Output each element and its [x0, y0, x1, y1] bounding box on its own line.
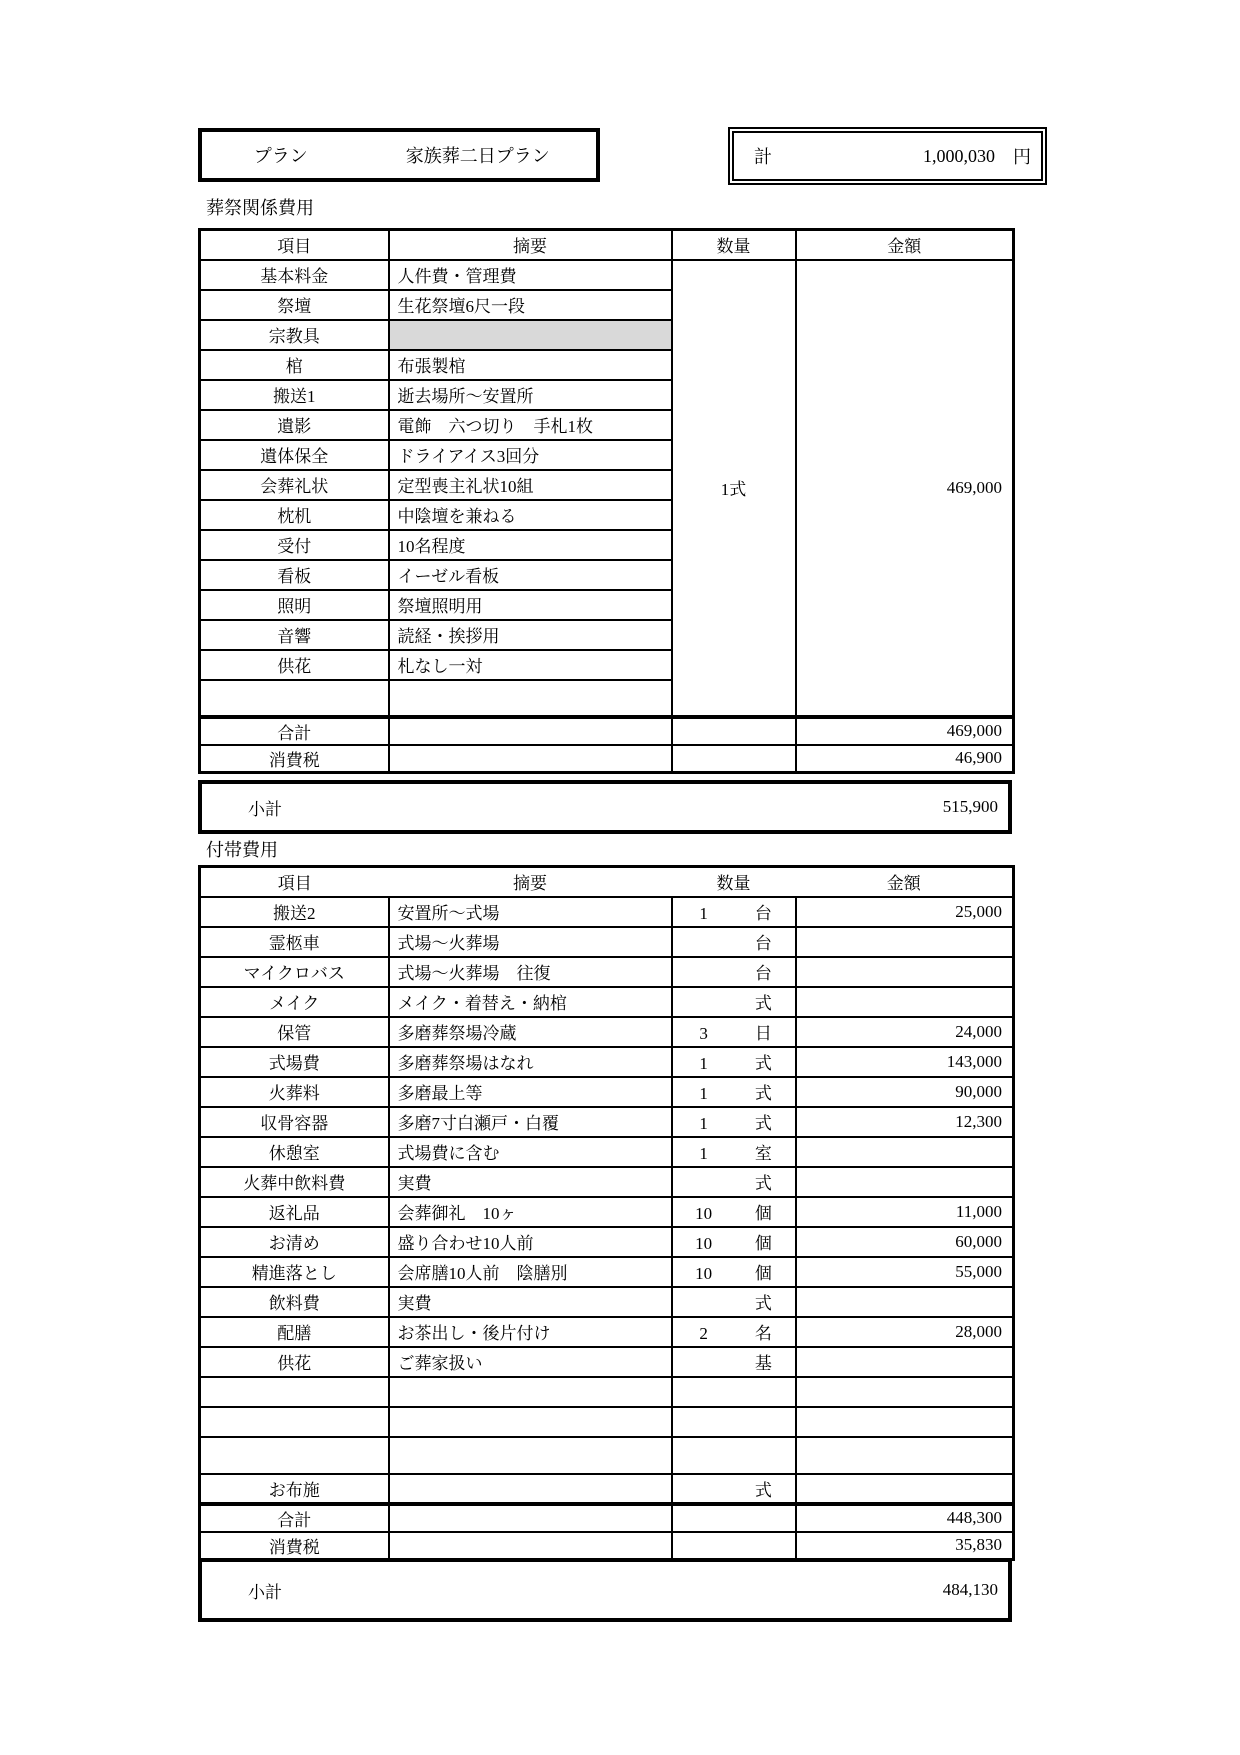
item-cell: 遺体保全 — [200, 440, 389, 470]
amount-cell: 143,000 — [796, 1047, 1014, 1077]
item-cell: 祭壇 — [200, 290, 389, 320]
item-cell: 遺影 — [200, 410, 389, 440]
desc-cell: 布張製棺 — [389, 350, 672, 380]
amount-cell — [796, 1287, 1014, 1317]
qty-cell — [672, 1347, 796, 1377]
desc-cell — [389, 1474, 672, 1504]
tax-label-cell: 消費税 — [200, 745, 389, 773]
qty-cell — [672, 1287, 796, 1317]
section2-subtotal-label: 小計 — [248, 1582, 282, 1602]
column-header: 項目 — [200, 230, 389, 260]
item-cell: 搬送2 — [200, 897, 389, 927]
table-row — [200, 1257, 1014, 1287]
qty-cell — [672, 1017, 796, 1047]
plan-box — [198, 128, 600, 182]
item-cell: 飲料費 — [200, 1287, 389, 1317]
desc-cell: 多磨最上等 — [389, 1077, 672, 1107]
desc-cell: お茶出し・後片付け — [389, 1317, 672, 1347]
desc-cell: 多磨葬祭場はなれ — [389, 1047, 672, 1077]
desc-cell: 式場費に含む — [389, 1137, 672, 1167]
item-cell: 火葬中飲料費 — [200, 1167, 389, 1197]
qty-unit: 基 — [754, 1354, 772, 1373]
desc-cell: 式場〜火葬場 — [389, 927, 672, 957]
qty-number: 1 — [699, 1114, 708, 1133]
section1-title: 葬祭関係費用 — [206, 198, 314, 218]
amount-cell: 60,000 — [796, 1227, 1014, 1257]
empty-cell — [672, 745, 796, 773]
grand-total-box — [728, 127, 1047, 185]
desc-cell: 電飾 六つ切り 手札1枚 — [389, 410, 672, 440]
table-row — [200, 1317, 1014, 1347]
item-cell: 返礼品 — [200, 1197, 389, 1227]
section1-subtotal-label: 小計 — [248, 799, 282, 819]
qty-unit: 室 — [754, 1144, 772, 1163]
amount-cell — [796, 957, 1014, 987]
item-cell: 基本料金 — [200, 260, 389, 290]
funeral-costs-table — [198, 228, 1015, 774]
qty-cell — [672, 987, 796, 1017]
item-cell — [200, 680, 389, 717]
plan-value: 家族葬二日プラン — [405, 146, 550, 166]
item-cell: 収骨容器 — [200, 1107, 389, 1137]
desc-cell: 会席膳10人前 陰膳別 — [389, 1257, 672, 1287]
amount-cell: 25,000 — [796, 897, 1014, 927]
table-row — [200, 1077, 1014, 1107]
qty-unit: 台 — [754, 964, 772, 983]
qty-unit: 日 — [754, 1024, 772, 1043]
qty-cell — [672, 1077, 796, 1107]
column-header: 数量 — [672, 230, 796, 260]
item-cell: 受付 — [200, 530, 389, 560]
grand-total-label: 計 — [754, 147, 772, 167]
column-header: 項目 — [200, 867, 389, 897]
tax-row — [200, 1532, 1014, 1560]
item-cell — [200, 1407, 389, 1437]
item-cell: 式場費 — [200, 1047, 389, 1077]
header-row — [200, 230, 1014, 260]
qty-number: 2 — [699, 1324, 708, 1343]
desc-cell: 式場〜火葬場 往復 — [389, 957, 672, 987]
qty-cell — [672, 1107, 796, 1137]
section2-title: 付帯費用 — [206, 840, 278, 860]
table-row — [200, 1377, 1014, 1407]
desc-cell: 中陰壇を兼ねる — [389, 500, 672, 530]
item-cell: 火葬料 — [200, 1077, 389, 1107]
qty-unit: 式 — [754, 1054, 772, 1073]
amount-cell: 55,000 — [796, 1257, 1014, 1287]
desc-cell: ご葬家扱い — [389, 1347, 672, 1377]
grand-total-value: 1,000,030 — [923, 145, 995, 166]
item-cell: 会葬礼状 — [200, 470, 389, 500]
item-cell — [200, 1377, 389, 1407]
empty-cell — [389, 717, 672, 745]
desc-cell: 10名程度 — [389, 530, 672, 560]
amount-cell — [796, 1437, 1014, 1474]
qty-unit: 台 — [754, 934, 772, 953]
grand-total-inner — [732, 131, 1043, 181]
item-cell: 保管 — [200, 1017, 389, 1047]
qty-number: 3 — [699, 1024, 708, 1043]
table-row — [200, 1287, 1014, 1317]
desc-cell: 人件費・管理費 — [389, 260, 672, 290]
empty-cell — [389, 745, 672, 773]
desc-cell: 実費 — [389, 1287, 672, 1317]
item-cell: 看板 — [200, 560, 389, 590]
plan-label: プラン — [253, 146, 308, 166]
grand-total-unit: 円 — [1013, 147, 1031, 167]
table-row — [200, 957, 1014, 987]
item-cell: 供花 — [200, 1347, 389, 1377]
section2-subtotal-value: 484,130 — [942, 1580, 998, 1599]
desc-cell — [389, 680, 672, 717]
header-row — [200, 867, 1014, 897]
table-row — [200, 1437, 1014, 1474]
qty-unit: 個 — [754, 1264, 772, 1283]
qty-unit: 台 — [754, 904, 772, 923]
desc-cell: 逝去場所〜安置所 — [389, 380, 672, 410]
item-cell: お清め — [200, 1227, 389, 1257]
qty-merged-cell: 1式 — [672, 260, 796, 717]
qty-cell — [672, 1437, 796, 1474]
amount-cell — [796, 1407, 1014, 1437]
table-row — [200, 897, 1014, 927]
table-row — [200, 1017, 1014, 1047]
column-header: 数量 — [672, 867, 796, 897]
table-row — [200, 260, 1014, 290]
tax-row — [200, 745, 1014, 773]
amount-cell — [796, 1474, 1014, 1504]
desc-cell: 多磨葬祭場冷蔵 — [389, 1017, 672, 1047]
tax-label-cell: 消費税 — [200, 1532, 389, 1560]
qty-cell — [672, 1257, 796, 1287]
qty-cell — [672, 1474, 796, 1504]
desc-cell: 多磨7寸白瀬戸・白覆 — [389, 1107, 672, 1137]
empty-cell — [672, 717, 796, 745]
qty-number: 1 — [699, 904, 708, 923]
incidental-costs-table — [198, 865, 1015, 1561]
desc-cell: 実費 — [389, 1167, 672, 1197]
table-row — [200, 1047, 1014, 1077]
empty-cell — [672, 1504, 796, 1532]
desc-cell — [389, 1377, 672, 1407]
table-row — [200, 1347, 1014, 1377]
qty-cell — [672, 1047, 796, 1077]
empty-cell — [672, 1532, 796, 1560]
qty-number: 10 — [695, 1234, 713, 1253]
item-cell: 照明 — [200, 590, 389, 620]
amount-cell — [796, 1167, 1014, 1197]
amount-cell — [796, 987, 1014, 1017]
qty-cell — [672, 1137, 796, 1167]
item-cell: 宗教具 — [200, 320, 389, 350]
empty-cell — [389, 1532, 672, 1560]
qty-cell — [672, 1407, 796, 1437]
item-cell: 棺 — [200, 350, 389, 380]
qty-number: 1 — [699, 1054, 708, 1073]
desc-cell: 定型喪主礼状10組 — [389, 470, 672, 500]
total-label-cell: 合計 — [200, 717, 389, 745]
table-row — [200, 1107, 1014, 1137]
qty-number: 10 — [695, 1264, 713, 1283]
table-row — [200, 1227, 1014, 1257]
table-row — [200, 927, 1014, 957]
section1-subtotal-value: 515,900 — [942, 797, 998, 816]
amount-cell — [796, 927, 1014, 957]
tax-amount-cell: 46,900 — [796, 745, 1014, 773]
qty-unit: 式 — [754, 994, 772, 1013]
total-row — [200, 1504, 1014, 1532]
desc-cell — [389, 320, 672, 350]
item-cell: 搬送1 — [200, 380, 389, 410]
desc-cell: ドライアイス3回分 — [389, 440, 672, 470]
column-header: 摘要 — [389, 230, 672, 260]
item-cell: メイク — [200, 987, 389, 1017]
item-cell: 休憩室 — [200, 1137, 389, 1167]
qty-unit: 式 — [754, 1480, 772, 1500]
qty-unit: 式 — [754, 1294, 772, 1313]
item-cell — [200, 1437, 389, 1474]
desc-cell: 祭壇照明用 — [389, 590, 672, 620]
table-row — [200, 1474, 1014, 1504]
column-header: 金額 — [796, 867, 1014, 897]
table-row — [200, 1407, 1014, 1437]
total-row — [200, 717, 1014, 745]
amount-cell: 12,300 — [796, 1107, 1014, 1137]
qty-cell — [672, 1227, 796, 1257]
item-cell: 枕机 — [200, 500, 389, 530]
section2-subtotal-box — [198, 1558, 1012, 1622]
column-header: 摘要 — [389, 867, 672, 897]
table-row — [200, 987, 1014, 1017]
qty-unit: 個 — [754, 1234, 772, 1253]
total-label-cell: 合計 — [200, 1504, 389, 1532]
amount-cell — [796, 1137, 1014, 1167]
desc-cell: メイク・着替え・納棺 — [389, 987, 672, 1017]
qty-unit: 式 — [754, 1084, 772, 1103]
qty-cell — [672, 927, 796, 957]
item-cell: 配膳 — [200, 1317, 389, 1347]
qty-number: 1 — [699, 1084, 708, 1103]
desc-cell: 札なし一対 — [389, 650, 672, 680]
desc-cell: 盛り合わせ10人前 — [389, 1227, 672, 1257]
qty-unit: 式 — [754, 1174, 772, 1193]
desc-cell: 会葬御礼 10ヶ — [389, 1197, 672, 1227]
item-cell: お布施 — [200, 1474, 389, 1504]
qty-cell — [672, 1197, 796, 1227]
amount-cell — [796, 1347, 1014, 1377]
tax-amount-cell: 35,830 — [796, 1532, 1014, 1560]
amount-merged-cell: 469,000 — [796, 260, 1014, 717]
total-amount-cell: 469,000 — [796, 717, 1014, 745]
amount-cell: 24,000 — [796, 1017, 1014, 1047]
item-cell: 精進落とし — [200, 1257, 389, 1287]
qty-cell — [672, 957, 796, 987]
desc-cell: 生花祭壇6尺一段 — [389, 290, 672, 320]
qty-unit: 式 — [754, 1114, 772, 1133]
table-row — [200, 1137, 1014, 1167]
column-header: 金額 — [796, 230, 1014, 260]
item-cell: マイクロバス — [200, 957, 389, 987]
amount-cell: 90,000 — [796, 1077, 1014, 1107]
qty-cell — [672, 1317, 796, 1347]
item-cell: 音響 — [200, 620, 389, 650]
table-row — [200, 1167, 1014, 1197]
amount-cell: 28,000 — [796, 1317, 1014, 1347]
qty-number: 10 — [695, 1204, 713, 1223]
empty-cell — [389, 1504, 672, 1532]
desc-cell: 安置所〜式場 — [389, 897, 672, 927]
desc-cell — [389, 1437, 672, 1474]
amount-cell: 11,000 — [796, 1197, 1014, 1227]
qty-cell — [672, 1377, 796, 1407]
section1-subtotal-box — [198, 780, 1012, 834]
desc-cell — [389, 1407, 672, 1437]
amount-cell — [796, 1377, 1014, 1407]
table-row — [200, 1197, 1014, 1227]
qty-unit: 名 — [754, 1324, 772, 1343]
qty-number: 1 — [699, 1144, 708, 1163]
desc-cell: イーゼル看板 — [389, 560, 672, 590]
qty-cell — [672, 1167, 796, 1197]
qty-unit: 個 — [754, 1204, 772, 1223]
item-cell: 霊柩車 — [200, 927, 389, 957]
desc-cell: 読経・挨拶用 — [389, 620, 672, 650]
total-amount-cell: 448,300 — [796, 1504, 1014, 1532]
qty-cell — [672, 897, 796, 927]
item-cell: 供花 — [200, 650, 389, 680]
